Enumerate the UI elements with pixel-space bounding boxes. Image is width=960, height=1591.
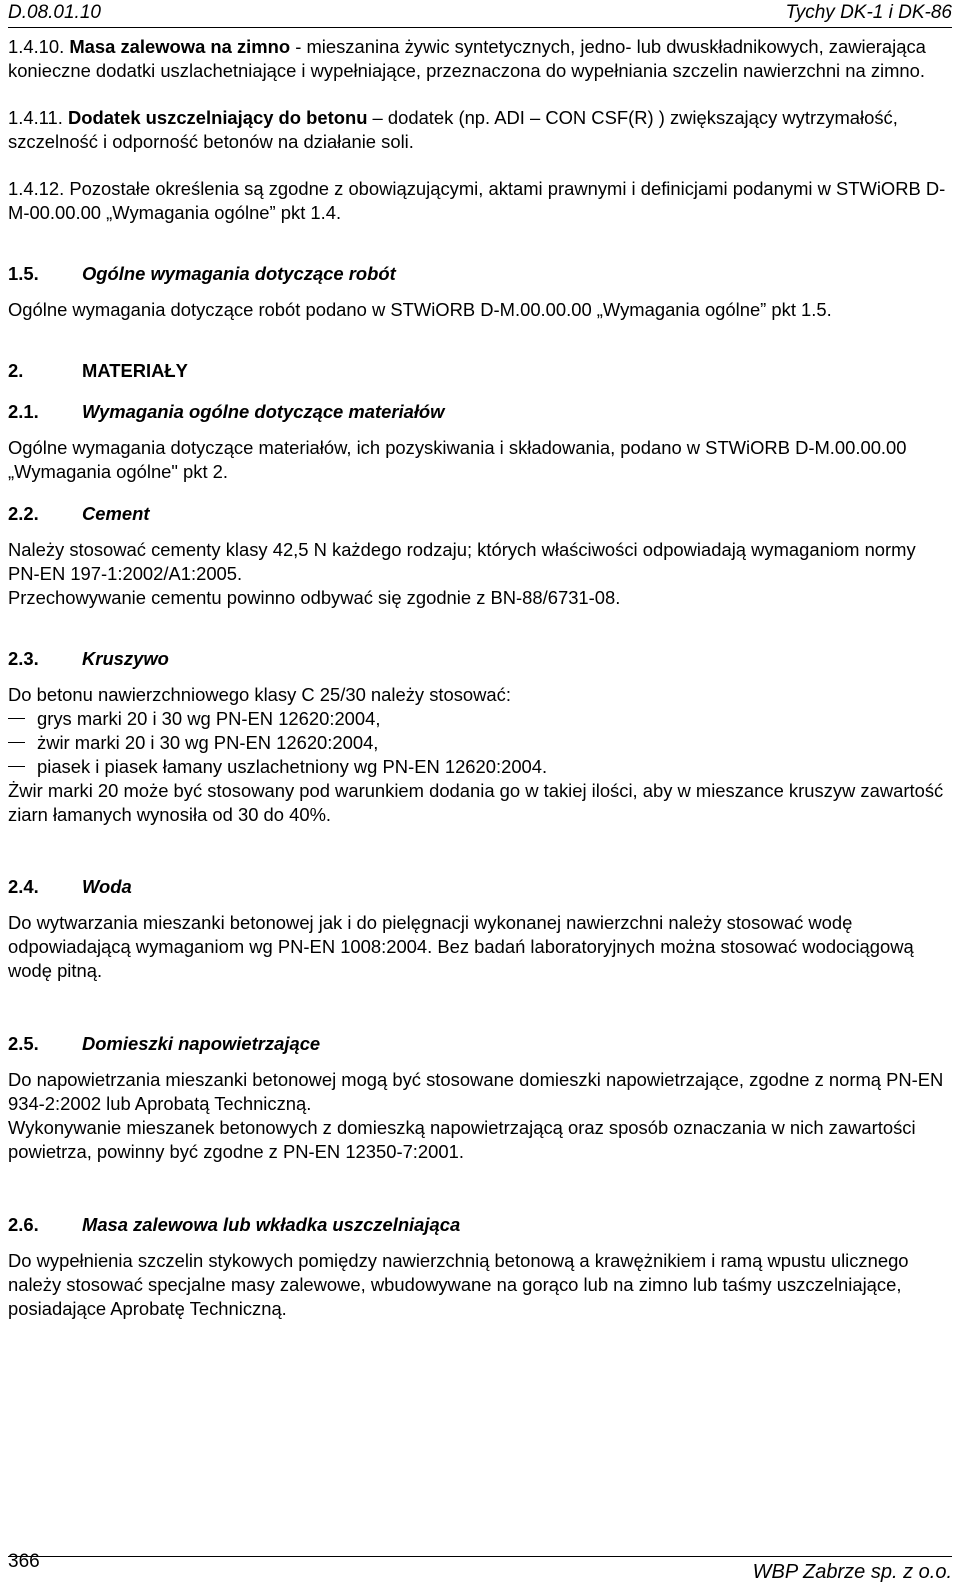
term: Masa zalewowa na zimno [69, 36, 291, 57]
definition-1-4-11: 1.4.11. Dodatek uszczelniający do betonu – dodatek (np. ADI – CON CSF(R) ) zwiększający wytrzymałość, szczelność i odporność betonów na działanie soli. [8, 107, 898, 152]
section-heading-2-5: 2.5. Domieszki napowietrzające [8, 1033, 321, 1054]
section-heading-2-4: 2.4. Woda [8, 876, 132, 897]
section-body-2-2: Należy stosować cementy klasy 42,5 N każdego rodzaju; których właściwości odpowiadają wymaganiom normy PN-EN 197-1:2002/A1:2005. [8, 539, 916, 584]
dash-bullet-icon [8, 766, 25, 767]
definition-1-4-10: 1.4.10. Masa zalewowa na zimno - mieszanina żywic syntetycznych, jedno- lub dwuskładnikowych, zawierająca konieczne dodatki uszlachetniające i wypełniające, przeznaczona do wypełniania szczelin nawierzchni na zimno. [8, 36, 926, 81]
section-heading-2-1: 2.1. Wymagania ogólne dotyczące materiałów [8, 401, 445, 422]
term: Dodatek uszczelniający do betonu [68, 107, 368, 128]
page-header [8, 0, 952, 28]
section-body-2-1: Ogólne wymagania dotyczące materiałów, ich pozyskiwania i składowania, podano w STWiORB D-M.00.00.00 „Wymagania ogólne" pkt 2. [8, 437, 907, 482]
list-item: piasek i piasek łamany uszlachetniony wg PN-EN 12620:2004. [8, 755, 948, 779]
section-heading-2: 2. MATERIAŁY [8, 360, 188, 381]
section-heading-1-5: 1.5. Ogólne wymagania dotyczące robót [8, 263, 396, 284]
section-body-2-5-testing: Wykonywanie mieszanek betonowych z domieszką napowietrzającą oraz sposób oznaczania w nich zawartości powietrza, powinny być zgodne z PN-EN 12350-7:2001. [8, 1117, 916, 1162]
section-body-2-4: Do wytwarzania mieszanki betonowej jak i do pielęgnacji wykonanej nawierzchni należy stosować wodę odpowiadającą wymaganiom wg PN-EN 1008:2004. Bez badań laboratoryjnych można stosować wodociągową wodę pitną. [8, 912, 914, 981]
section-body-2-2-storage: Przechowywanie cementu powinno odbywać się zgodnie z BN-88/6731-08. [8, 587, 621, 608]
section-body-2-6: Do wypełnienia szczelin stykowych pomiędzy nawierzchnią betonową a krawężnikiem i ramą wpustu ulicznego należy stosować specjalne masy zalewowe, wbudowywane na gorąco lub na zimno lub taśmy uszczelniające, posiadające Aprobatę Techniczną. [8, 1250, 909, 1319]
company-name: WBP Zabrze sp. z o.o. [752, 1561, 952, 1583]
spec-code: D.08.01.10 [8, 2, 101, 23]
page-footer [8, 1551, 952, 1583]
list-item: grys marki 20 i 30 wg PN-EN 12620:2004, [8, 707, 948, 731]
dash-bullet-icon [8, 742, 25, 743]
page-number: 366 [8, 1551, 40, 1572]
document-body [8, 35, 948, 1321]
definition-1-4-12: 1.4.12. Pozostałe określenia są zgodne z obowiązującymi, aktami prawnymi i definicjami podanymi w STWiORB D-M-00.00.00 „Wymagania ogólne” pkt 1.4. [8, 178, 946, 223]
section-heading-2-3: 2.3. Kruszywo [8, 648, 169, 669]
section-heading-2-6: 2.6. Masa zalewowa lub wkładka uszczelniająca [8, 1214, 461, 1235]
section-note-2-3: Żwir marki 20 może być stosowany pod warunkiem dodania go w takiej ilości, aby w mieszance kruszyw zawartość ziarn łamanych wynosiła od 30 do 40%. [8, 780, 944, 825]
section-body-2-5: Do napowietrzania mieszanki betonowej mogą być stosowane domieszki napowietrzające, zgodne z normą PN-EN 934-2:2002 lub Aprobatą Techniczną. [8, 1069, 944, 1114]
dash-bullet-icon [8, 718, 25, 719]
section-heading-2-2: 2.2. Cement [8, 503, 150, 524]
section-body-1-5: Ogólne wymagania dotyczące robót podano w STWiORB D-M.00.00.00 „Wymagania ogólne” pkt 1.5. [8, 299, 832, 320]
section-intro-2-3: Do betonu nawierzchniowego klasy C 25/30 należy stosować: [8, 684, 511, 705]
project-name: Tychy DK-1 i DK-86 [785, 2, 952, 23]
list-item: żwir marki 20 i 30 wg PN-EN 12620:2004, [8, 731, 948, 755]
